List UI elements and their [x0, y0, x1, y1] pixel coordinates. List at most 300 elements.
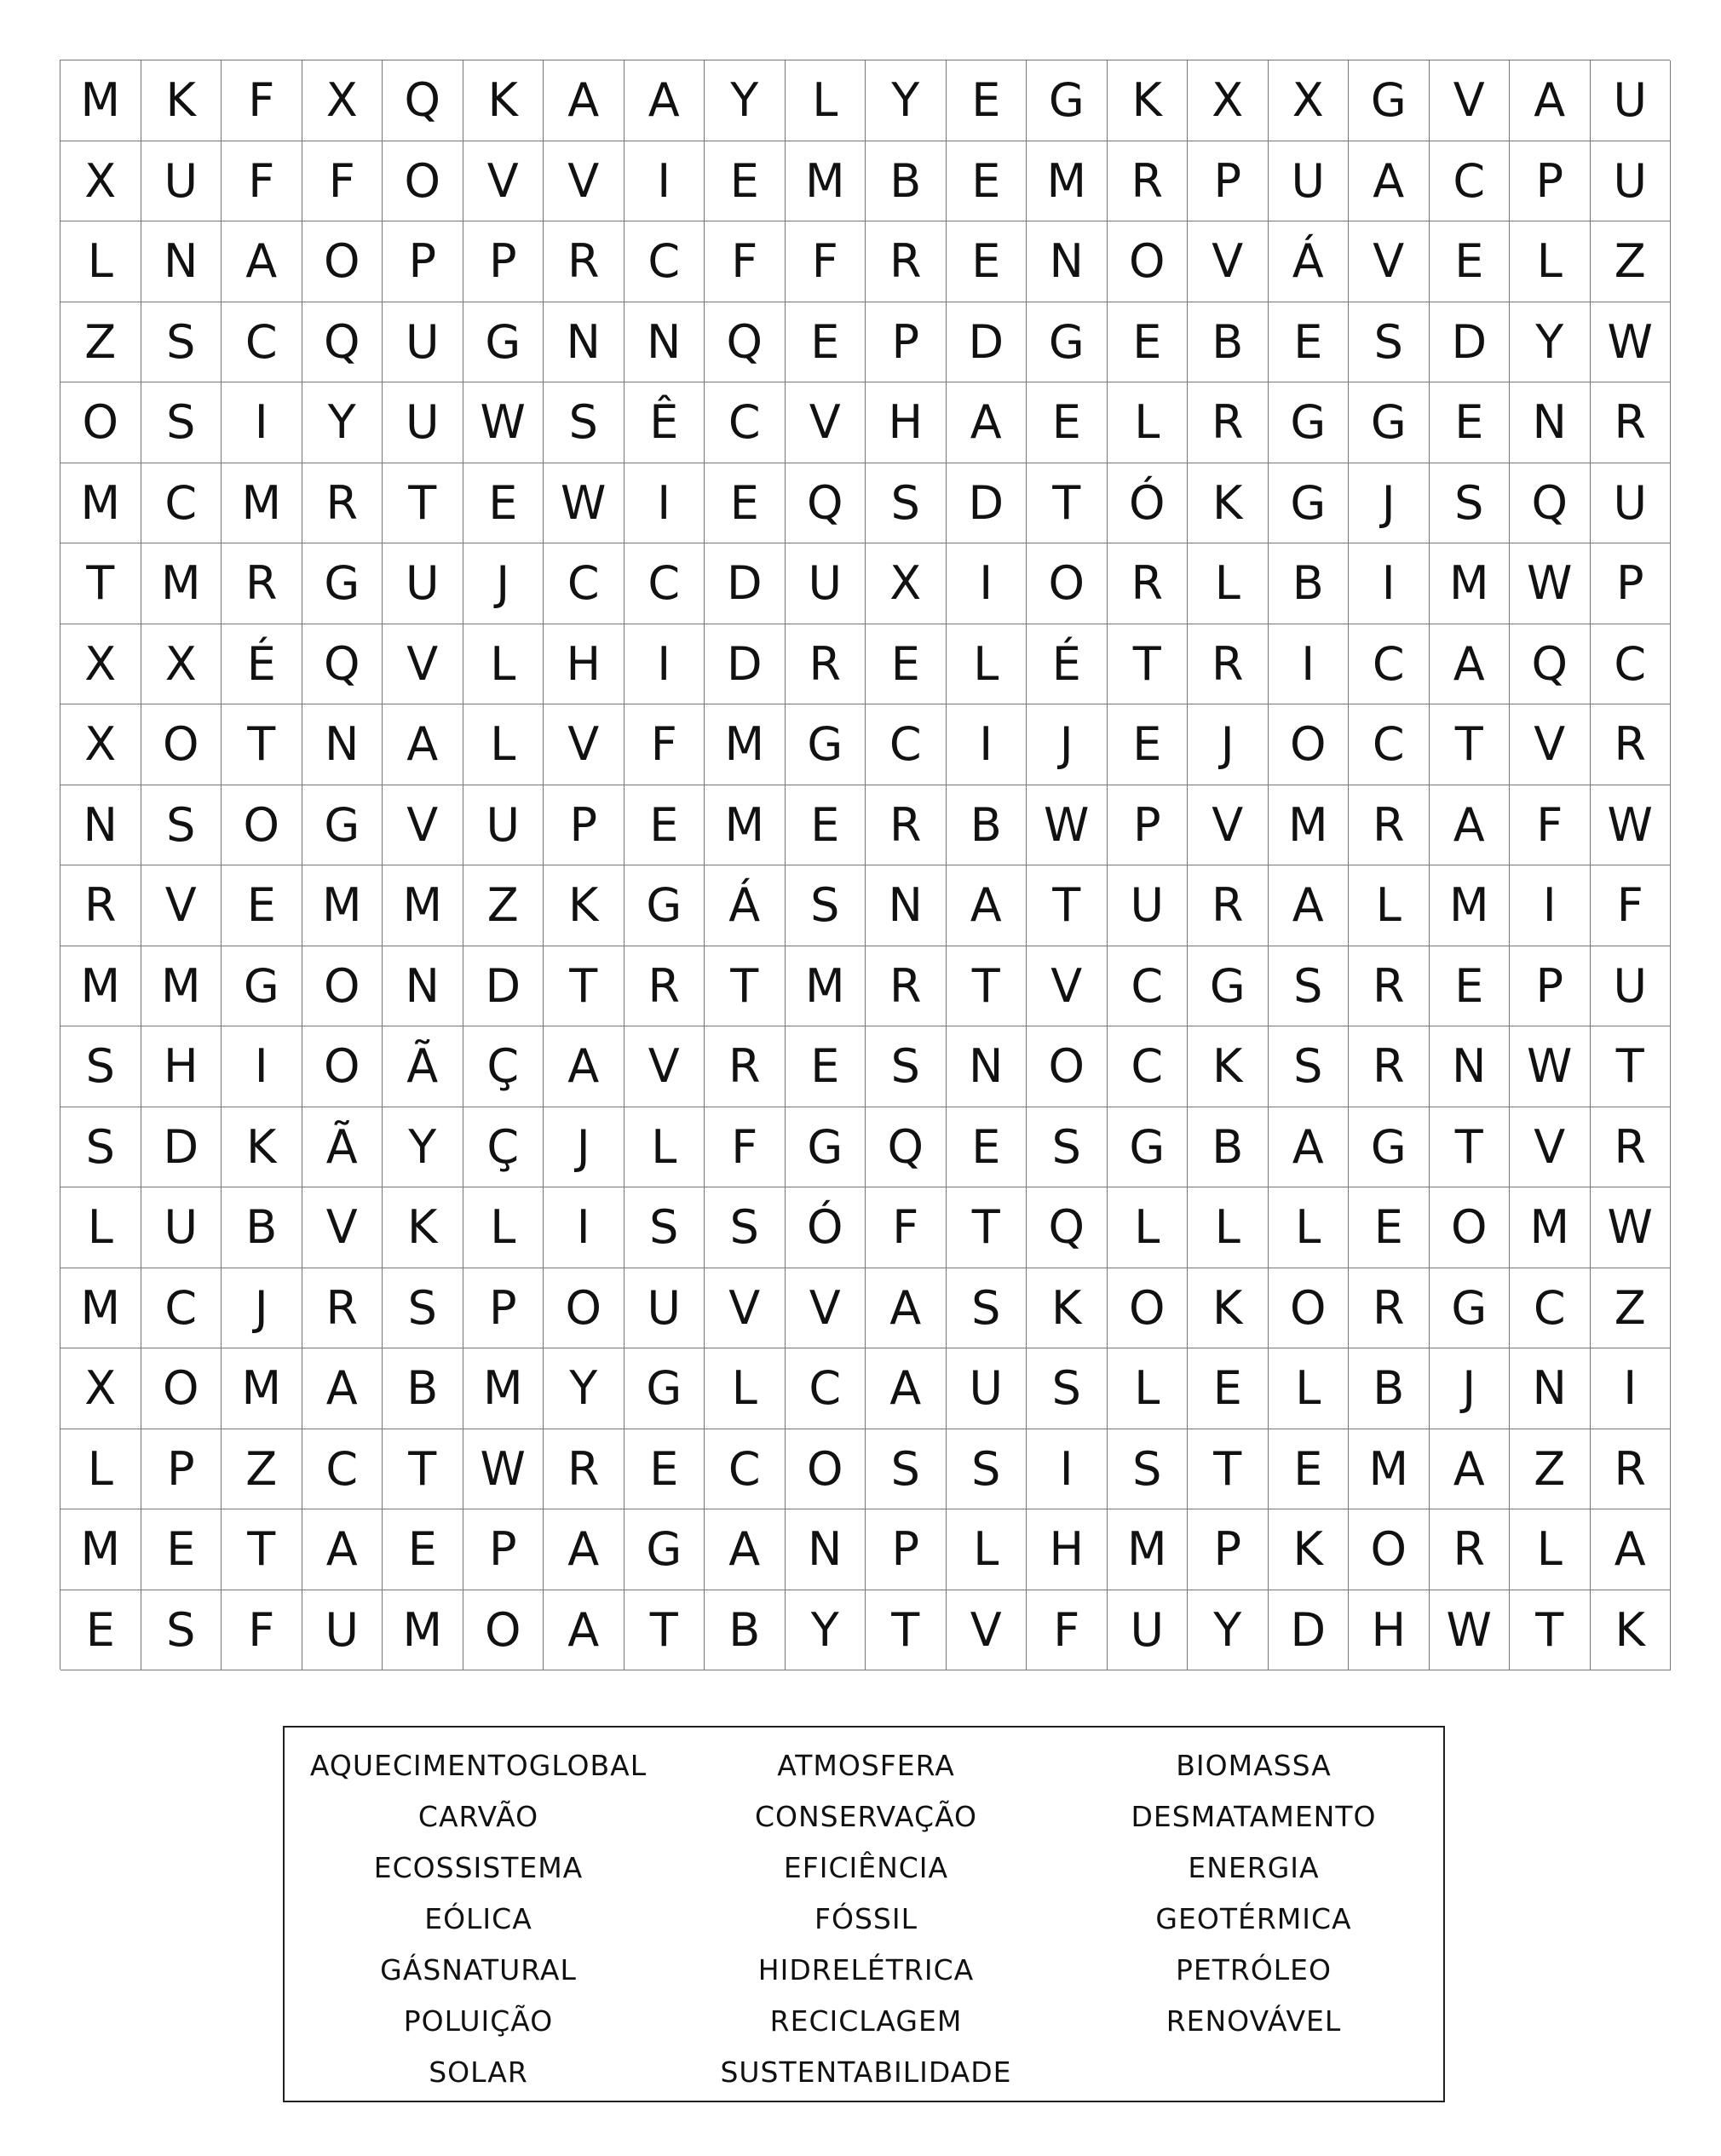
grid-cell[interactable]: Ã [383, 1026, 463, 1107]
grid-cell[interactable]: N [947, 1026, 1027, 1107]
grid-cell[interactable]: N [866, 865, 947, 946]
grid-cell[interactable]: A [866, 1268, 947, 1349]
grid-cell[interactable]: F [866, 1187, 947, 1268]
grid-cell[interactable]: V [705, 1268, 786, 1349]
grid-cell[interactable]: A [544, 1509, 625, 1590]
grid-cell[interactable]: T [544, 946, 625, 1027]
grid-cell[interactable]: N [1510, 382, 1591, 463]
grid-cell[interactable]: Q [1027, 1187, 1108, 1268]
grid-cell[interactable]: E [463, 463, 544, 544]
grid-cell[interactable]: N [383, 946, 463, 1027]
grid-cell[interactable]: U [1591, 141, 1672, 222]
grid-cell[interactable]: U [1269, 141, 1350, 222]
grid-cell[interactable]: Ç [463, 1107, 544, 1188]
grid-cell[interactable]: A [1510, 60, 1591, 141]
grid-cell[interactable]: T [947, 1187, 1027, 1268]
grid-cell[interactable]: T [383, 1429, 463, 1510]
grid-cell[interactable]: C [1108, 1026, 1189, 1107]
grid-cell[interactable]: P [141, 1429, 222, 1510]
grid-cell[interactable]: M [1349, 1429, 1430, 1510]
grid-cell[interactable]: R [302, 463, 383, 544]
grid-cell[interactable]: E [786, 302, 866, 383]
grid-cell[interactable]: V [1188, 221, 1269, 302]
grid-cell[interactable]: T [1430, 1107, 1511, 1188]
grid-cell[interactable]: C [625, 543, 705, 624]
grid-cell[interactable]: É [222, 624, 302, 705]
grid-cell[interactable]: D [705, 543, 786, 624]
grid-cell[interactable]: É [1027, 624, 1108, 705]
grid-cell[interactable]: X [60, 1348, 141, 1429]
grid-cell[interactable]: W [1591, 1187, 1672, 1268]
grid-cell[interactable]: W [1591, 785, 1672, 866]
grid-cell[interactable]: L [60, 1187, 141, 1268]
grid-cell[interactable]: L [1510, 1509, 1591, 1590]
grid-cell[interactable]: C [222, 302, 302, 383]
grid-cell[interactable]: R [786, 624, 866, 705]
grid-cell[interactable]: I [222, 1026, 302, 1107]
grid-cell[interactable]: O [222, 785, 302, 866]
grid-cell[interactable]: Y [705, 60, 786, 141]
grid-cell[interactable]: O [463, 1590, 544, 1671]
grid-cell[interactable]: S [383, 1268, 463, 1349]
grid-cell[interactable]: S [1269, 946, 1350, 1027]
grid-cell[interactable]: L [463, 624, 544, 705]
grid-cell[interactable]: V [1510, 704, 1591, 785]
grid-cell[interactable]: Z [222, 1429, 302, 1510]
grid-cell[interactable]: L [1108, 1348, 1189, 1429]
grid-cell[interactable]: K [463, 60, 544, 141]
grid-cell[interactable]: A [1430, 624, 1511, 705]
grid-cell[interactable]: L [947, 1509, 1027, 1590]
grid-cell[interactable]: S [866, 1429, 947, 1510]
grid-cell[interactable]: H [866, 382, 947, 463]
grid-cell[interactable]: C [1108, 946, 1189, 1027]
grid-cell[interactable]: A [222, 221, 302, 302]
grid-cell[interactable]: N [60, 785, 141, 866]
grid-cell[interactable]: M [60, 60, 141, 141]
grid-cell[interactable]: T [1188, 1429, 1269, 1510]
grid-cell[interactable]: E [947, 141, 1027, 222]
grid-cell[interactable]: V [1430, 60, 1511, 141]
grid-cell[interactable]: C [705, 1429, 786, 1510]
grid-cell[interactable]: M [383, 865, 463, 946]
grid-cell[interactable]: L [705, 1348, 786, 1429]
grid-cell[interactable]: I [1269, 624, 1350, 705]
grid-cell[interactable]: G [786, 704, 866, 785]
grid-cell[interactable]: R [1591, 382, 1672, 463]
grid-cell[interactable]: Q [302, 302, 383, 383]
grid-cell[interactable]: K [1188, 1026, 1269, 1107]
grid-cell[interactable]: U [1591, 946, 1672, 1027]
grid-cell[interactable]: I [1510, 865, 1591, 946]
grid-cell[interactable]: E [947, 1107, 1027, 1188]
grid-cell[interactable]: N [302, 704, 383, 785]
grid-cell[interactable]: F [1027, 1590, 1108, 1671]
grid-cell[interactable]: V [625, 1026, 705, 1107]
grid-cell[interactable]: C [625, 221, 705, 302]
grid-cell[interactable]: G [1430, 1268, 1511, 1349]
grid-cell[interactable]: S [544, 382, 625, 463]
grid-cell[interactable]: L [1269, 1348, 1350, 1429]
grid-cell[interactable]: J [1188, 704, 1269, 785]
grid-cell[interactable]: I [947, 543, 1027, 624]
grid-cell[interactable]: T [1591, 1026, 1672, 1107]
grid-cell[interactable]: B [705, 1590, 786, 1671]
grid-cell[interactable]: K [1188, 463, 1269, 544]
grid-cell[interactable]: E [383, 1509, 463, 1590]
grid-cell[interactable]: E [1027, 382, 1108, 463]
grid-cell[interactable]: N [141, 221, 222, 302]
grid-cell[interactable]: M [222, 1348, 302, 1429]
grid-cell[interactable]: R [1430, 1509, 1511, 1590]
grid-cell[interactable]: Q [383, 60, 463, 141]
grid-cell[interactable]: A [705, 1509, 786, 1590]
grid-cell[interactable]: O [60, 382, 141, 463]
grid-cell[interactable]: R [302, 1268, 383, 1349]
grid-cell[interactable]: K [1591, 1590, 1672, 1671]
grid-cell[interactable]: X [1269, 60, 1350, 141]
grid-cell[interactable]: Ç [463, 1026, 544, 1107]
grid-cell[interactable]: T [222, 704, 302, 785]
grid-cell[interactable]: V [947, 1590, 1027, 1671]
grid-cell[interactable]: A [1349, 141, 1430, 222]
grid-cell[interactable]: J [463, 543, 544, 624]
grid-cell[interactable]: G [222, 946, 302, 1027]
grid-cell[interactable]: D [705, 624, 786, 705]
grid-cell[interactable]: C [141, 463, 222, 544]
grid-cell[interactable]: W [463, 1429, 544, 1510]
grid-cell[interactable]: W [1510, 1026, 1591, 1107]
grid-cell[interactable]: P [544, 785, 625, 866]
grid-cell[interactable]: L [60, 1429, 141, 1510]
grid-cell[interactable]: R [1349, 946, 1430, 1027]
grid-cell[interactable]: Z [1591, 221, 1672, 302]
grid-cell[interactable]: R [1108, 543, 1189, 624]
grid-cell[interactable]: G [786, 1107, 866, 1188]
grid-cell[interactable]: J [1027, 704, 1108, 785]
grid-cell[interactable]: C [544, 543, 625, 624]
grid-cell[interactable]: O [1430, 1187, 1511, 1268]
grid-cell[interactable]: I [1349, 543, 1430, 624]
grid-cell[interactable]: U [947, 1348, 1027, 1429]
grid-cell[interactable]: S [866, 463, 947, 544]
grid-cell[interactable]: H [1349, 1590, 1430, 1671]
grid-cell[interactable]: E [1108, 704, 1189, 785]
grid-cell[interactable]: C [1591, 624, 1672, 705]
grid-cell[interactable]: P [463, 1509, 544, 1590]
grid-cell[interactable]: J [1430, 1348, 1511, 1429]
grid-cell[interactable]: V [1510, 1107, 1591, 1188]
grid-cell[interactable]: R [544, 221, 625, 302]
grid-cell[interactable]: T [625, 1590, 705, 1671]
grid-cell[interactable]: S [141, 382, 222, 463]
grid-cell[interactable]: K [1269, 1509, 1350, 1590]
grid-cell[interactable]: O [383, 141, 463, 222]
grid-cell[interactable]: Q [866, 1107, 947, 1188]
grid-cell[interactable]: E [222, 865, 302, 946]
grid-cell[interactable]: P [1591, 543, 1672, 624]
grid-cell[interactable]: A [1430, 785, 1511, 866]
grid-cell[interactable]: B [222, 1187, 302, 1268]
grid-cell[interactable]: P [463, 221, 544, 302]
grid-cell[interactable]: M [1430, 865, 1511, 946]
grid-cell[interactable]: M [383, 1590, 463, 1671]
grid-cell[interactable]: L [60, 221, 141, 302]
grid-cell[interactable]: O [141, 704, 222, 785]
grid-cell[interactable]: G [1108, 1107, 1189, 1188]
grid-cell[interactable]: Z [463, 865, 544, 946]
grid-cell[interactable]: L [786, 60, 866, 141]
grid-cell[interactable]: W [463, 382, 544, 463]
grid-cell[interactable]: M [705, 704, 786, 785]
grid-cell[interactable]: G [1349, 60, 1430, 141]
grid-cell[interactable]: C [1430, 141, 1511, 222]
grid-cell[interactable]: L [1108, 1187, 1189, 1268]
grid-cell[interactable]: U [1108, 865, 1189, 946]
grid-cell[interactable]: N [1510, 1348, 1591, 1429]
grid-cell[interactable]: J [544, 1107, 625, 1188]
grid-cell[interactable]: U [625, 1268, 705, 1349]
grid-cell[interactable]: R [1188, 624, 1269, 705]
grid-cell[interactable]: C [1510, 1268, 1591, 1349]
grid-cell[interactable]: A [544, 1590, 625, 1671]
grid-cell[interactable]: E [947, 60, 1027, 141]
grid-cell[interactable]: E [786, 1026, 866, 1107]
grid-cell[interactable]: M [1430, 543, 1511, 624]
grid-cell[interactable]: E [1269, 302, 1350, 383]
grid-cell[interactable]: E [1349, 1187, 1430, 1268]
grid-cell[interactable]: G [1349, 382, 1430, 463]
grid-cell[interactable]: Q [786, 463, 866, 544]
grid-cell[interactable]: F [1510, 785, 1591, 866]
grid-cell[interactable]: E [705, 463, 786, 544]
grid-cell[interactable]: K [1108, 60, 1189, 141]
grid-cell[interactable]: R [222, 543, 302, 624]
grid-cell[interactable]: Y [383, 1107, 463, 1188]
grid-cell[interactable]: P [1510, 141, 1591, 222]
grid-cell[interactable]: Á [705, 865, 786, 946]
grid-cell[interactable]: Q [705, 302, 786, 383]
grid-cell[interactable]: G [302, 785, 383, 866]
grid-cell[interactable]: V [786, 382, 866, 463]
grid-cell[interactable]: T [705, 946, 786, 1027]
grid-cell[interactable]: A [947, 865, 1027, 946]
grid-cell[interactable]: W [1591, 302, 1672, 383]
grid-cell[interactable]: Q [1510, 624, 1591, 705]
grid-cell[interactable]: L [1269, 1187, 1350, 1268]
grid-cell[interactable]: L [463, 704, 544, 785]
grid-cell[interactable]: S [786, 865, 866, 946]
grid-cell[interactable]: C [302, 1429, 383, 1510]
grid-cell[interactable]: R [1349, 1268, 1430, 1349]
grid-cell[interactable]: N [786, 1509, 866, 1590]
grid-cell[interactable]: E [866, 624, 947, 705]
grid-cell[interactable]: O [1108, 1268, 1189, 1349]
grid-cell[interactable]: L [1510, 221, 1591, 302]
grid-cell[interactable]: G [1269, 463, 1350, 544]
grid-cell[interactable]: G [1269, 382, 1350, 463]
grid-cell[interactable]: J [1349, 463, 1430, 544]
grid-cell[interactable]: R [625, 946, 705, 1027]
grid-cell[interactable]: R [1188, 382, 1269, 463]
grid-cell[interactable]: I [625, 463, 705, 544]
grid-cell[interactable]: V [544, 704, 625, 785]
grid-cell[interactable]: E [1188, 1348, 1269, 1429]
grid-cell[interactable]: M [705, 785, 786, 866]
grid-cell[interactable]: Ã [302, 1107, 383, 1188]
grid-cell[interactable]: E [625, 1429, 705, 1510]
grid-cell[interactable]: R [866, 946, 947, 1027]
grid-cell[interactable]: N [1027, 221, 1108, 302]
grid-cell[interactable]: P [383, 221, 463, 302]
grid-cell[interactable]: E [705, 141, 786, 222]
grid-cell[interactable]: K [141, 60, 222, 141]
grid-cell[interactable]: F [222, 141, 302, 222]
grid-cell[interactable]: U [383, 382, 463, 463]
grid-cell[interactable]: V [786, 1268, 866, 1349]
grid-cell[interactable]: U [141, 1187, 222, 1268]
grid-cell[interactable]: F [1591, 865, 1672, 946]
grid-cell[interactable]: X [302, 60, 383, 141]
grid-cell[interactable]: U [786, 543, 866, 624]
grid-cell[interactable]: E [1269, 1429, 1350, 1510]
grid-cell[interactable]: O [786, 1429, 866, 1510]
grid-cell[interactable]: I [222, 382, 302, 463]
grid-cell[interactable]: Z [1510, 1429, 1591, 1510]
grid-cell[interactable]: C [705, 382, 786, 463]
grid-cell[interactable]: R [1108, 141, 1189, 222]
grid-cell[interactable]: G [625, 865, 705, 946]
grid-cell[interactable]: T [222, 1509, 302, 1590]
grid-cell[interactable]: C [866, 704, 947, 785]
grid-cell[interactable]: S [141, 302, 222, 383]
grid-cell[interactable]: M [1108, 1509, 1189, 1590]
grid-cell[interactable]: A [625, 60, 705, 141]
grid-cell[interactable]: K [222, 1107, 302, 1188]
grid-cell[interactable]: C [1349, 624, 1430, 705]
grid-cell[interactable]: X [60, 704, 141, 785]
grid-cell[interactable]: F [786, 221, 866, 302]
grid-cell[interactable]: W [1027, 785, 1108, 866]
grid-cell[interactable]: I [947, 704, 1027, 785]
grid-cell[interactable]: M [1510, 1187, 1591, 1268]
grid-cell[interactable]: T [1027, 865, 1108, 946]
grid-cell[interactable]: L [1349, 865, 1430, 946]
grid-cell[interactable]: S [1027, 1348, 1108, 1429]
grid-cell[interactable]: S [947, 1268, 1027, 1349]
grid-cell[interactable]: X [60, 141, 141, 222]
grid-cell[interactable]: B [1188, 302, 1269, 383]
grid-cell[interactable]: W [544, 463, 625, 544]
grid-cell[interactable]: N [625, 302, 705, 383]
grid-cell[interactable]: B [947, 785, 1027, 866]
grid-cell[interactable]: M [141, 543, 222, 624]
grid-cell[interactable]: R [1591, 1107, 1672, 1188]
grid-cell[interactable]: S [141, 785, 222, 866]
grid-cell[interactable]: U [383, 543, 463, 624]
grid-cell[interactable]: V [302, 1187, 383, 1268]
grid-cell[interactable]: M [141, 946, 222, 1027]
grid-cell[interactable]: D [947, 302, 1027, 383]
grid-cell[interactable]: D [947, 463, 1027, 544]
grid-cell[interactable]: S [1349, 302, 1430, 383]
grid-cell[interactable]: M [60, 1509, 141, 1590]
grid-cell[interactable]: Z [1591, 1268, 1672, 1349]
grid-cell[interactable]: M [302, 865, 383, 946]
grid-cell[interactable]: Ó [786, 1187, 866, 1268]
grid-cell[interactable]: M [60, 946, 141, 1027]
grid-cell[interactable]: B [1188, 1107, 1269, 1188]
grid-cell[interactable]: R [705, 1026, 786, 1107]
grid-cell[interactable]: D [463, 946, 544, 1027]
grid-cell[interactable]: V [544, 141, 625, 222]
grid-cell[interactable]: R [1188, 865, 1269, 946]
grid-cell[interactable]: U [1108, 1590, 1189, 1671]
grid-cell[interactable]: P [866, 1509, 947, 1590]
grid-cell[interactable]: A [1269, 1107, 1350, 1188]
grid-cell[interactable]: K [383, 1187, 463, 1268]
grid-cell[interactable]: O [1108, 221, 1189, 302]
grid-cell[interactable]: Á [1269, 221, 1350, 302]
grid-cell[interactable]: R [544, 1429, 625, 1510]
grid-cell[interactable]: O [1349, 1509, 1430, 1590]
grid-cell[interactable]: B [383, 1348, 463, 1429]
grid-cell[interactable]: O [544, 1268, 625, 1349]
grid-cell[interactable]: S [1269, 1026, 1350, 1107]
grid-cell[interactable]: O [141, 1348, 222, 1429]
grid-cell[interactable]: P [1188, 1509, 1269, 1590]
grid-cell[interactable]: M [786, 141, 866, 222]
grid-cell[interactable]: X [141, 624, 222, 705]
grid-cell[interactable]: G [1349, 1107, 1430, 1188]
grid-cell[interactable]: Ê [625, 382, 705, 463]
grid-cell[interactable]: S [60, 1026, 141, 1107]
grid-cell[interactable]: I [625, 624, 705, 705]
grid-cell[interactable]: N [544, 302, 625, 383]
grid-cell[interactable]: E [786, 785, 866, 866]
grid-cell[interactable]: M [60, 463, 141, 544]
grid-cell[interactable]: Q [1510, 463, 1591, 544]
grid-cell[interactable]: S [60, 1107, 141, 1188]
grid-cell[interactable]: L [1108, 382, 1189, 463]
grid-cell[interactable]: Y [302, 382, 383, 463]
grid-cell[interactable]: H [1027, 1509, 1108, 1590]
grid-cell[interactable]: T [866, 1590, 947, 1671]
grid-cell[interactable]: T [1027, 463, 1108, 544]
grid-cell[interactable]: L [1188, 543, 1269, 624]
grid-cell[interactable]: X [1188, 60, 1269, 141]
grid-cell[interactable]: S [866, 1026, 947, 1107]
grid-cell[interactable]: S [1430, 463, 1511, 544]
grid-cell[interactable]: U [463, 785, 544, 866]
grid-cell[interactable]: F [302, 141, 383, 222]
grid-cell[interactable]: B [1269, 543, 1350, 624]
grid-cell[interactable]: P [1108, 785, 1189, 866]
grid-cell[interactable]: E [1108, 302, 1189, 383]
grid-cell[interactable]: S [947, 1429, 1027, 1510]
grid-cell[interactable]: R [1591, 704, 1672, 785]
grid-cell[interactable]: C [786, 1348, 866, 1429]
grid-cell[interactable]: F [222, 60, 302, 141]
grid-cell[interactable]: O [1027, 1026, 1108, 1107]
grid-cell[interactable]: M [786, 946, 866, 1027]
grid-cell[interactable]: K [1188, 1268, 1269, 1349]
grid-cell[interactable]: R [1349, 1026, 1430, 1107]
grid-cell[interactable]: G [1027, 302, 1108, 383]
grid-cell[interactable]: D [141, 1107, 222, 1188]
grid-cell[interactable]: H [141, 1026, 222, 1107]
grid-cell[interactable]: X [866, 543, 947, 624]
